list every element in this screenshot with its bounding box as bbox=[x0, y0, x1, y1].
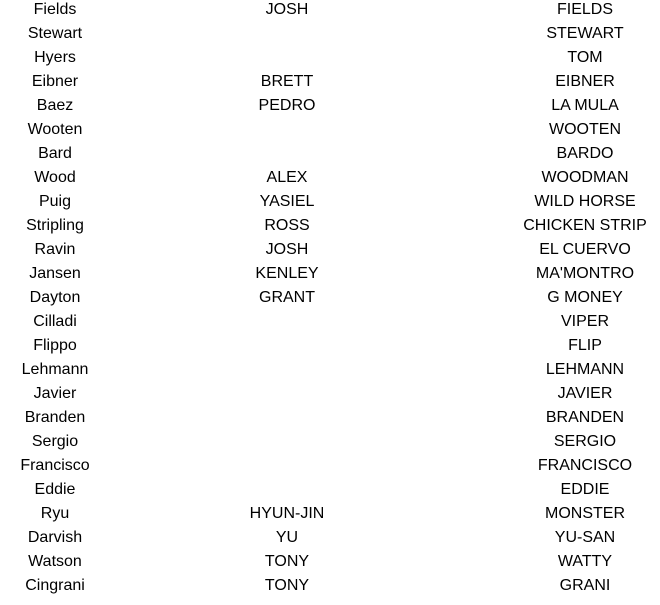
table-row bbox=[0, 406, 634, 430]
last-name-cell[interactable]: Fields bbox=[33, 1, 77, 18]
nickname-cell[interactable]: FIELDS bbox=[556, 1, 613, 18]
table-row bbox=[0, 454, 634, 478]
nickname-cell[interactable]: EDDIE bbox=[560, 481, 610, 498]
table-row bbox=[0, 142, 634, 166]
first-name-cell[interactable] bbox=[186, 118, 388, 142]
last-name-cell[interactable]: Darvish bbox=[27, 529, 83, 546]
table-row bbox=[0, 502, 634, 526]
first-name-cell[interactable] bbox=[186, 406, 388, 430]
nickname-cell[interactable]: WOODMAN bbox=[541, 169, 629, 186]
last-name-cell[interactable]: Watson bbox=[28, 553, 82, 570]
first-name-cell[interactable]: YASIEL bbox=[259, 193, 315, 210]
nickname-cell[interactable]: CHICKEN STRIP bbox=[523, 217, 647, 234]
first-name-cell[interactable]: GRANT bbox=[259, 289, 315, 306]
table-row bbox=[0, 526, 634, 550]
nickname-cell[interactable]: LA MULA bbox=[551, 97, 619, 114]
table-row bbox=[0, 310, 634, 334]
nickname-cell[interactable]: G MONEY bbox=[547, 289, 623, 306]
last-name-cell[interactable]: Cilladi bbox=[33, 313, 77, 330]
first-name-cell[interactable]: JOSH bbox=[265, 1, 309, 18]
last-name-cell[interactable]: Stewart bbox=[27, 25, 83, 42]
table-row bbox=[0, 190, 634, 214]
first-name-cell[interactable]: KENLEY bbox=[255, 265, 319, 282]
nickname-cell[interactable]: BRANDEN bbox=[545, 409, 625, 426]
nickname-cell[interactable]: WOOTEN bbox=[549, 121, 621, 138]
table-row bbox=[0, 550, 634, 574]
first-name-cell[interactable]: YU bbox=[275, 529, 299, 546]
first-name-cell[interactable]: BRETT bbox=[260, 73, 314, 90]
table-row bbox=[0, 262, 634, 286]
table-row bbox=[0, 70, 634, 94]
first-name-cell[interactable] bbox=[186, 46, 388, 70]
first-name-cell[interactable]: JOSH bbox=[265, 241, 309, 258]
first-name-cell[interactable]: TONY bbox=[264, 577, 310, 594]
nickname-cell[interactable]: VIPER bbox=[560, 313, 609, 330]
last-name-cell[interactable]: Ravin bbox=[34, 241, 76, 258]
table-row bbox=[0, 118, 634, 142]
nickname-cell[interactable]: WILD HORSE bbox=[534, 193, 636, 210]
nickname-cell[interactable]: TOM bbox=[567, 49, 603, 66]
first-name-cell[interactable]: PEDRO bbox=[258, 97, 316, 114]
last-name-cell[interactable]: Javier bbox=[33, 385, 77, 402]
table-row bbox=[0, 238, 634, 262]
first-name-cell[interactable]: HYUN-JIN bbox=[249, 505, 325, 522]
nickname-cell[interactable]: BARDO bbox=[556, 145, 614, 162]
table-row bbox=[0, 166, 634, 190]
first-name-cell[interactable] bbox=[186, 454, 388, 478]
last-name-cell[interactable]: Cingrani bbox=[25, 577, 85, 594]
last-name-cell[interactable]: Flippo bbox=[33, 337, 77, 354]
first-name-cell[interactable] bbox=[186, 310, 388, 334]
first-name-cell[interactable] bbox=[186, 478, 388, 502]
last-name-cell[interactable]: Puig bbox=[38, 193, 72, 210]
table-row bbox=[0, 334, 634, 358]
table-row bbox=[0, 286, 634, 310]
last-name-cell[interactable]: Wood bbox=[34, 169, 76, 186]
nickname-cell[interactable]: GRANI bbox=[559, 577, 611, 594]
last-name-cell[interactable]: Sergio bbox=[31, 433, 79, 450]
first-name-cell[interactable] bbox=[186, 430, 388, 454]
last-name-cell[interactable]: Eibner bbox=[31, 73, 79, 90]
last-name-cell[interactable]: Dayton bbox=[29, 289, 81, 306]
nickname-cell[interactable]: SERGIO bbox=[553, 433, 617, 450]
last-name-cell[interactable]: Hyers bbox=[34, 49, 76, 66]
last-name-cell[interactable]: Jansen bbox=[29, 265, 81, 282]
nickname-cell[interactable]: MA'MONTRO bbox=[535, 265, 635, 282]
table-row bbox=[0, 382, 634, 406]
nickname-cell[interactable]: STEWART bbox=[546, 25, 624, 42]
first-name-cell[interactable] bbox=[186, 334, 388, 358]
first-name-cell[interactable]: ALEX bbox=[266, 169, 308, 186]
table-row bbox=[0, 478, 634, 502]
last-name-cell[interactable]: Baez bbox=[36, 97, 74, 114]
nickname-cell[interactable]: JAVIER bbox=[557, 385, 613, 402]
nickname-cell[interactable]: LEHMANN bbox=[545, 361, 625, 378]
last-name-cell[interactable]: Ryu bbox=[40, 505, 70, 522]
table-row bbox=[0, 0, 634, 22]
nickname-cell[interactable]: FLIP bbox=[568, 337, 602, 354]
last-name-cell[interactable]: Lehmann bbox=[21, 361, 89, 378]
nickname-cell[interactable]: FRANCISCO bbox=[537, 457, 633, 474]
last-name-cell[interactable]: Francisco bbox=[20, 457, 90, 474]
last-name-cell[interactable]: Stripling bbox=[26, 217, 84, 234]
first-name-cell[interactable] bbox=[186, 358, 388, 382]
nickname-cell[interactable]: WATTY bbox=[557, 553, 613, 570]
nickname-cell[interactable]: MONSTER bbox=[545, 505, 625, 522]
last-name-cell[interactable]: Bard bbox=[38, 145, 72, 162]
table-row bbox=[0, 46, 634, 70]
nickname-cell[interactable]: YU-SAN bbox=[554, 529, 616, 546]
table-row bbox=[0, 22, 634, 46]
last-name-cell[interactable]: Branden bbox=[24, 409, 86, 426]
last-name-cell[interactable]: Wooten bbox=[27, 121, 83, 138]
table-row bbox=[0, 358, 634, 382]
nickname-cell[interactable]: EL CUERVO bbox=[539, 241, 631, 258]
first-name-cell[interactable] bbox=[186, 382, 388, 406]
table-row bbox=[0, 430, 634, 454]
nickname-cell[interactable]: EIBNER bbox=[555, 73, 615, 90]
first-name-cell[interactable]: TONY bbox=[264, 553, 310, 570]
last-name-cell[interactable]: Eddie bbox=[34, 481, 76, 498]
table-row bbox=[0, 574, 634, 598]
table-row bbox=[0, 94, 634, 118]
first-name-cell[interactable]: ROSS bbox=[264, 217, 310, 234]
table-row bbox=[0, 214, 647, 238]
first-name-cell[interactable] bbox=[186, 142, 388, 166]
first-name-cell[interactable] bbox=[186, 22, 388, 46]
